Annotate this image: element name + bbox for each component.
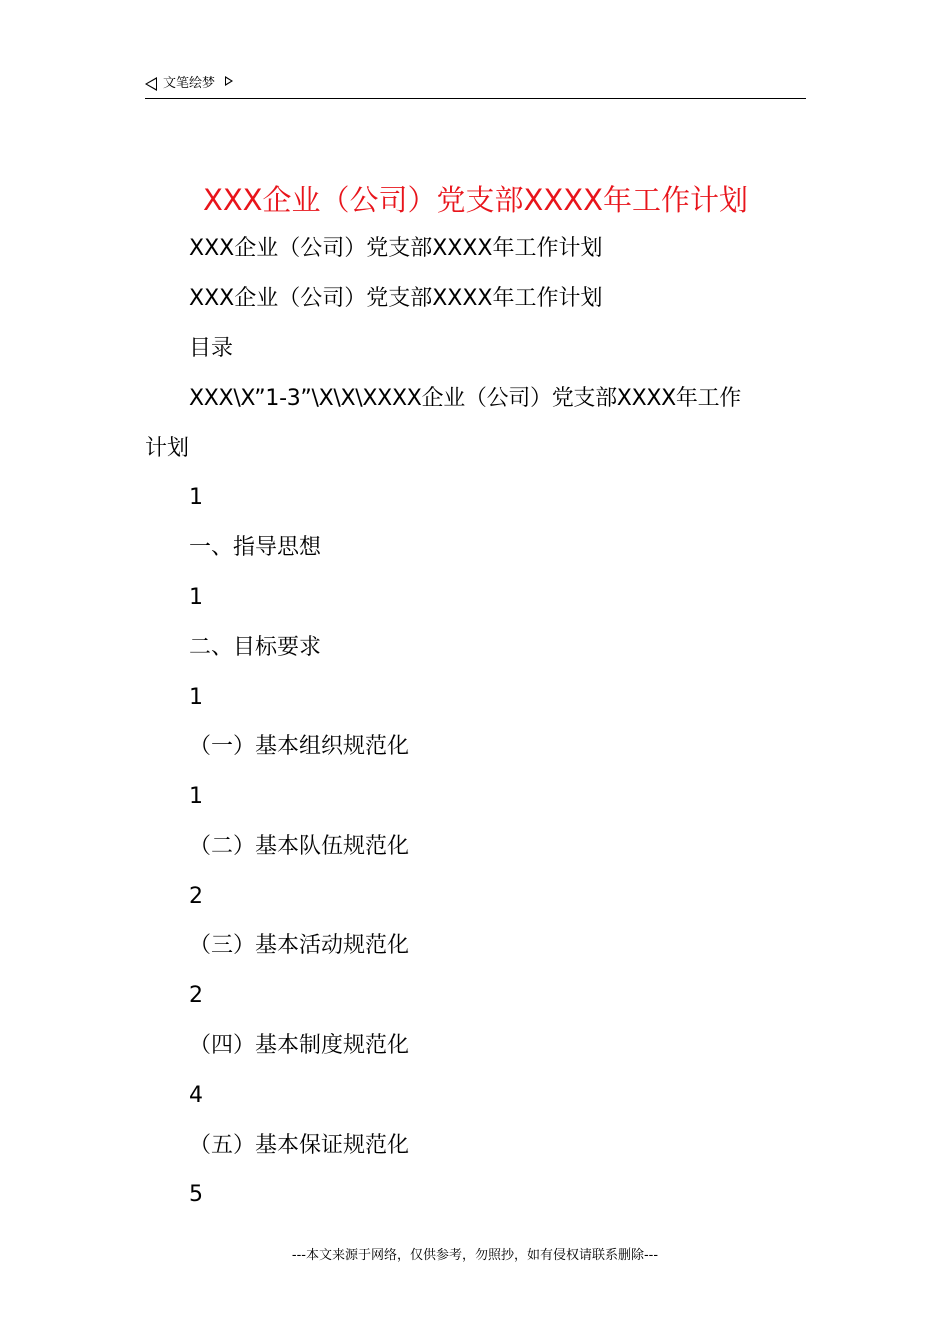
toc-page-number: 4 <box>189 1083 203 1108</box>
toc-page-number: 1 <box>189 685 203 710</box>
toc-page-number: 2 <box>189 884 203 909</box>
toc-entry: （一）基本组织规范化 <box>189 734 410 759</box>
toc-page-number: 5 <box>189 1182 203 1207</box>
toc-entry: （五）基本保证规范化 <box>189 1133 410 1158</box>
toc-page-number: 2 <box>189 983 203 1008</box>
toc-entry: （四）基本制度规范化 <box>189 1033 410 1058</box>
toc-heading: 目录 <box>189 336 234 361</box>
toc-entry-continued: 计划 <box>145 436 190 461</box>
toc-entry: （二）基本队伍规范化 <box>189 834 410 859</box>
page-header <box>145 74 806 99</box>
header-label: 文笔绘梦 <box>163 76 216 91</box>
doc-line: XXX企业（公司）党支部XXXX年工作计划 <box>189 286 603 311</box>
toc-entry: 二、目标要求 <box>189 635 322 660</box>
toc-entry: （三）基本活动规范化 <box>189 933 410 958</box>
document-title: XXX企业（公司）党支部XXXX年工作计划 <box>202 183 749 217</box>
toc-entry: XXX\X”1-3”\X\X\XXXX企业（公司）党支部XXXX年工作 <box>189 386 741 411</box>
toc-page-number: 1 <box>189 784 203 809</box>
page-footer: ---本文来源于网络，仅供参考，勿照抄，如有侵权请联系删除--- <box>291 1248 659 1263</box>
triangle-left-icon <box>145 77 157 91</box>
toc-page-number: 1 <box>189 585 203 610</box>
toc-entry: 一、指导思想 <box>189 535 322 560</box>
doc-line: XXX企业（公司）党支部XXXX年工作计划 <box>189 236 603 261</box>
toc-page-number: 1 <box>189 485 203 510</box>
header-brand <box>145 74 233 94</box>
triangle-right-icon <box>225 76 233 86</box>
